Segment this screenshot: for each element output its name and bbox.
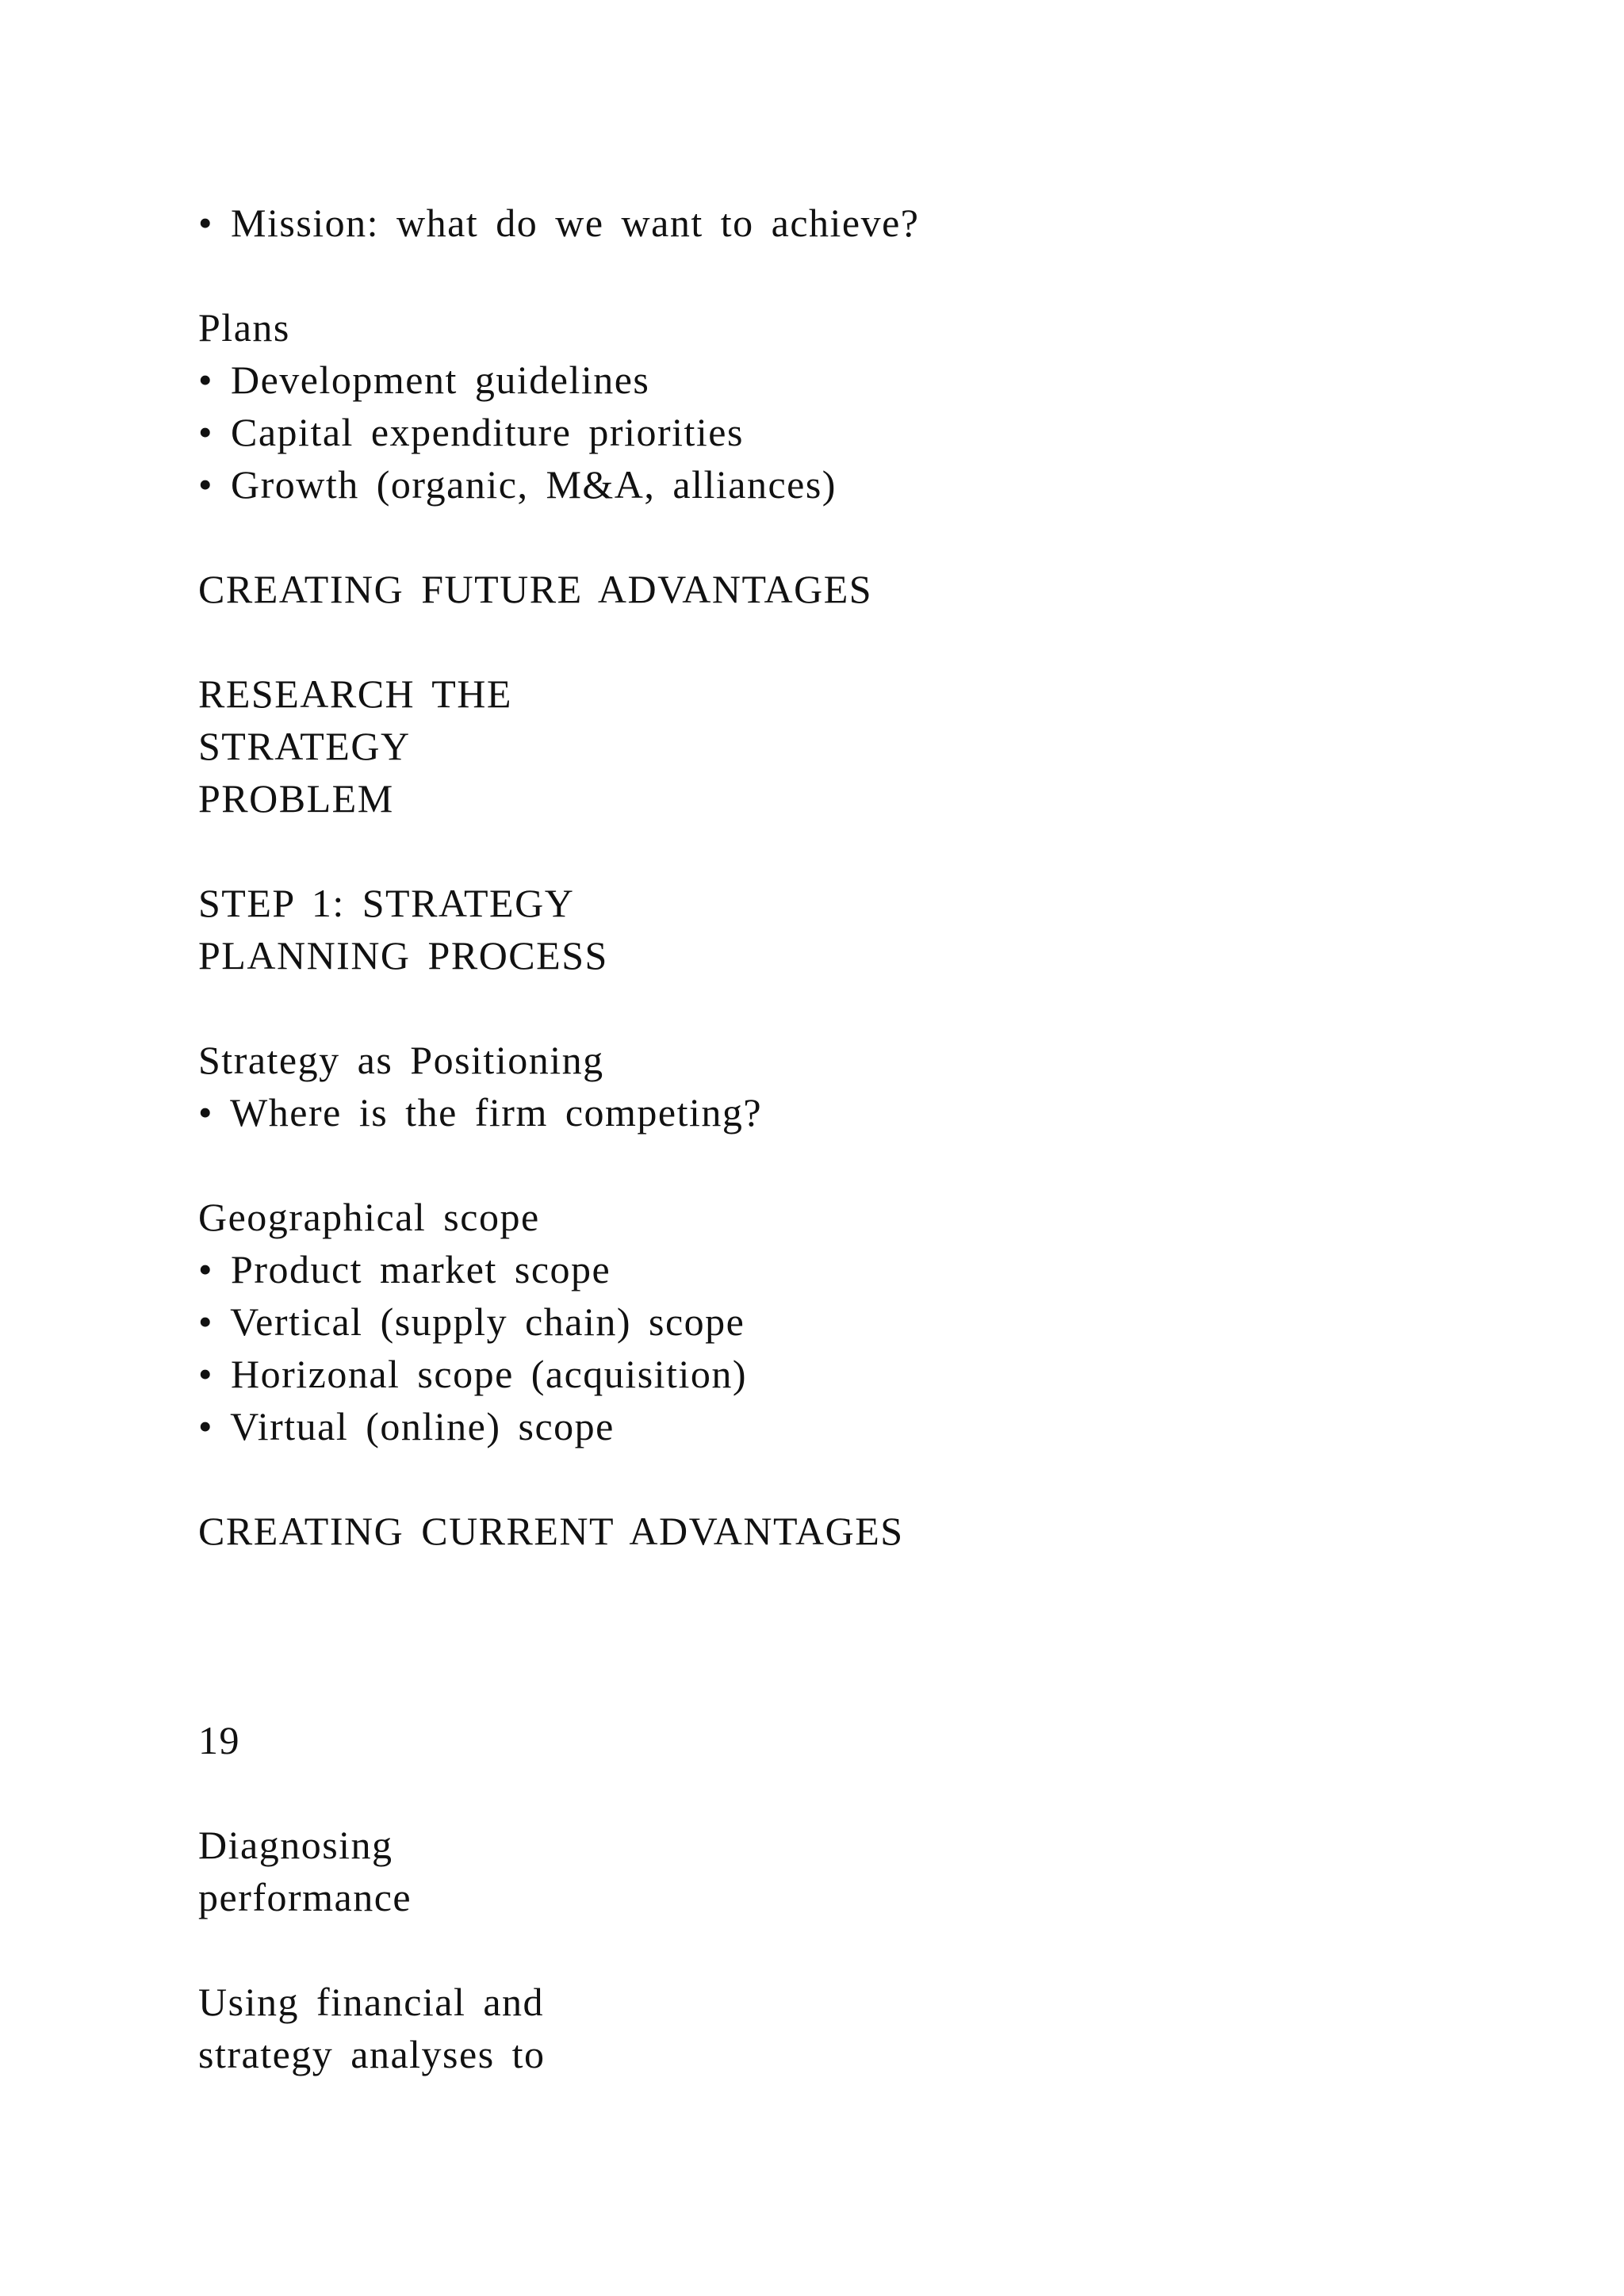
plans-bullet-development: • Development guidelines: [198, 358, 650, 402]
diagnosing-line-1: Diagnosing: [198, 1823, 393, 1867]
scope-bullet-product: • Product market scope: [198, 1247, 611, 1292]
page-number: 19: [198, 1718, 240, 1762]
geographical-scope: Geographical scope: [198, 1195, 540, 1239]
research-line-3: PROBLEM: [198, 776, 394, 821]
using-line-1: Using financial and: [198, 1980, 545, 2024]
step-1-line-1: STEP 1: STRATEGY: [198, 881, 575, 925]
scope-bullet-virtual: • Virtual (online) scope: [198, 1404, 615, 1448]
research-line-2: STRATEGY: [198, 724, 411, 768]
plans-bullet-growth: • Growth (organic, M&A, alliances): [198, 462, 837, 507]
step-1-line-2: PLANNING PROCESS: [198, 933, 608, 978]
scope-bullet-vertical: • Vertical (supply chain) scope: [198, 1299, 745, 1344]
diagnosing-line-2: performance: [198, 1875, 412, 1919]
plans-bullet-capex: • Capital expenditure priorities: [198, 410, 744, 454]
research-line-1: RESEARCH THE: [198, 672, 512, 716]
using-line-2: strategy analyses to: [198, 2032, 546, 2076]
positioning-heading: Strategy as Positioning: [198, 1038, 604, 1082]
scope-bullet-horizonal: • Horizonal scope (acquisition): [198, 1352, 747, 1396]
positioning-bullet: • Where is the firm competing?: [198, 1090, 763, 1135]
creating-current-heading: CREATING CURRENT ADVANTAGES: [198, 1509, 904, 1553]
plans-heading: Plans: [198, 305, 290, 350]
creating-future-heading: CREATING FUTURE ADVANTAGES: [198, 567, 873, 611]
mission-bullet: • Mission: what do we want to achieve?: [198, 201, 920, 245]
